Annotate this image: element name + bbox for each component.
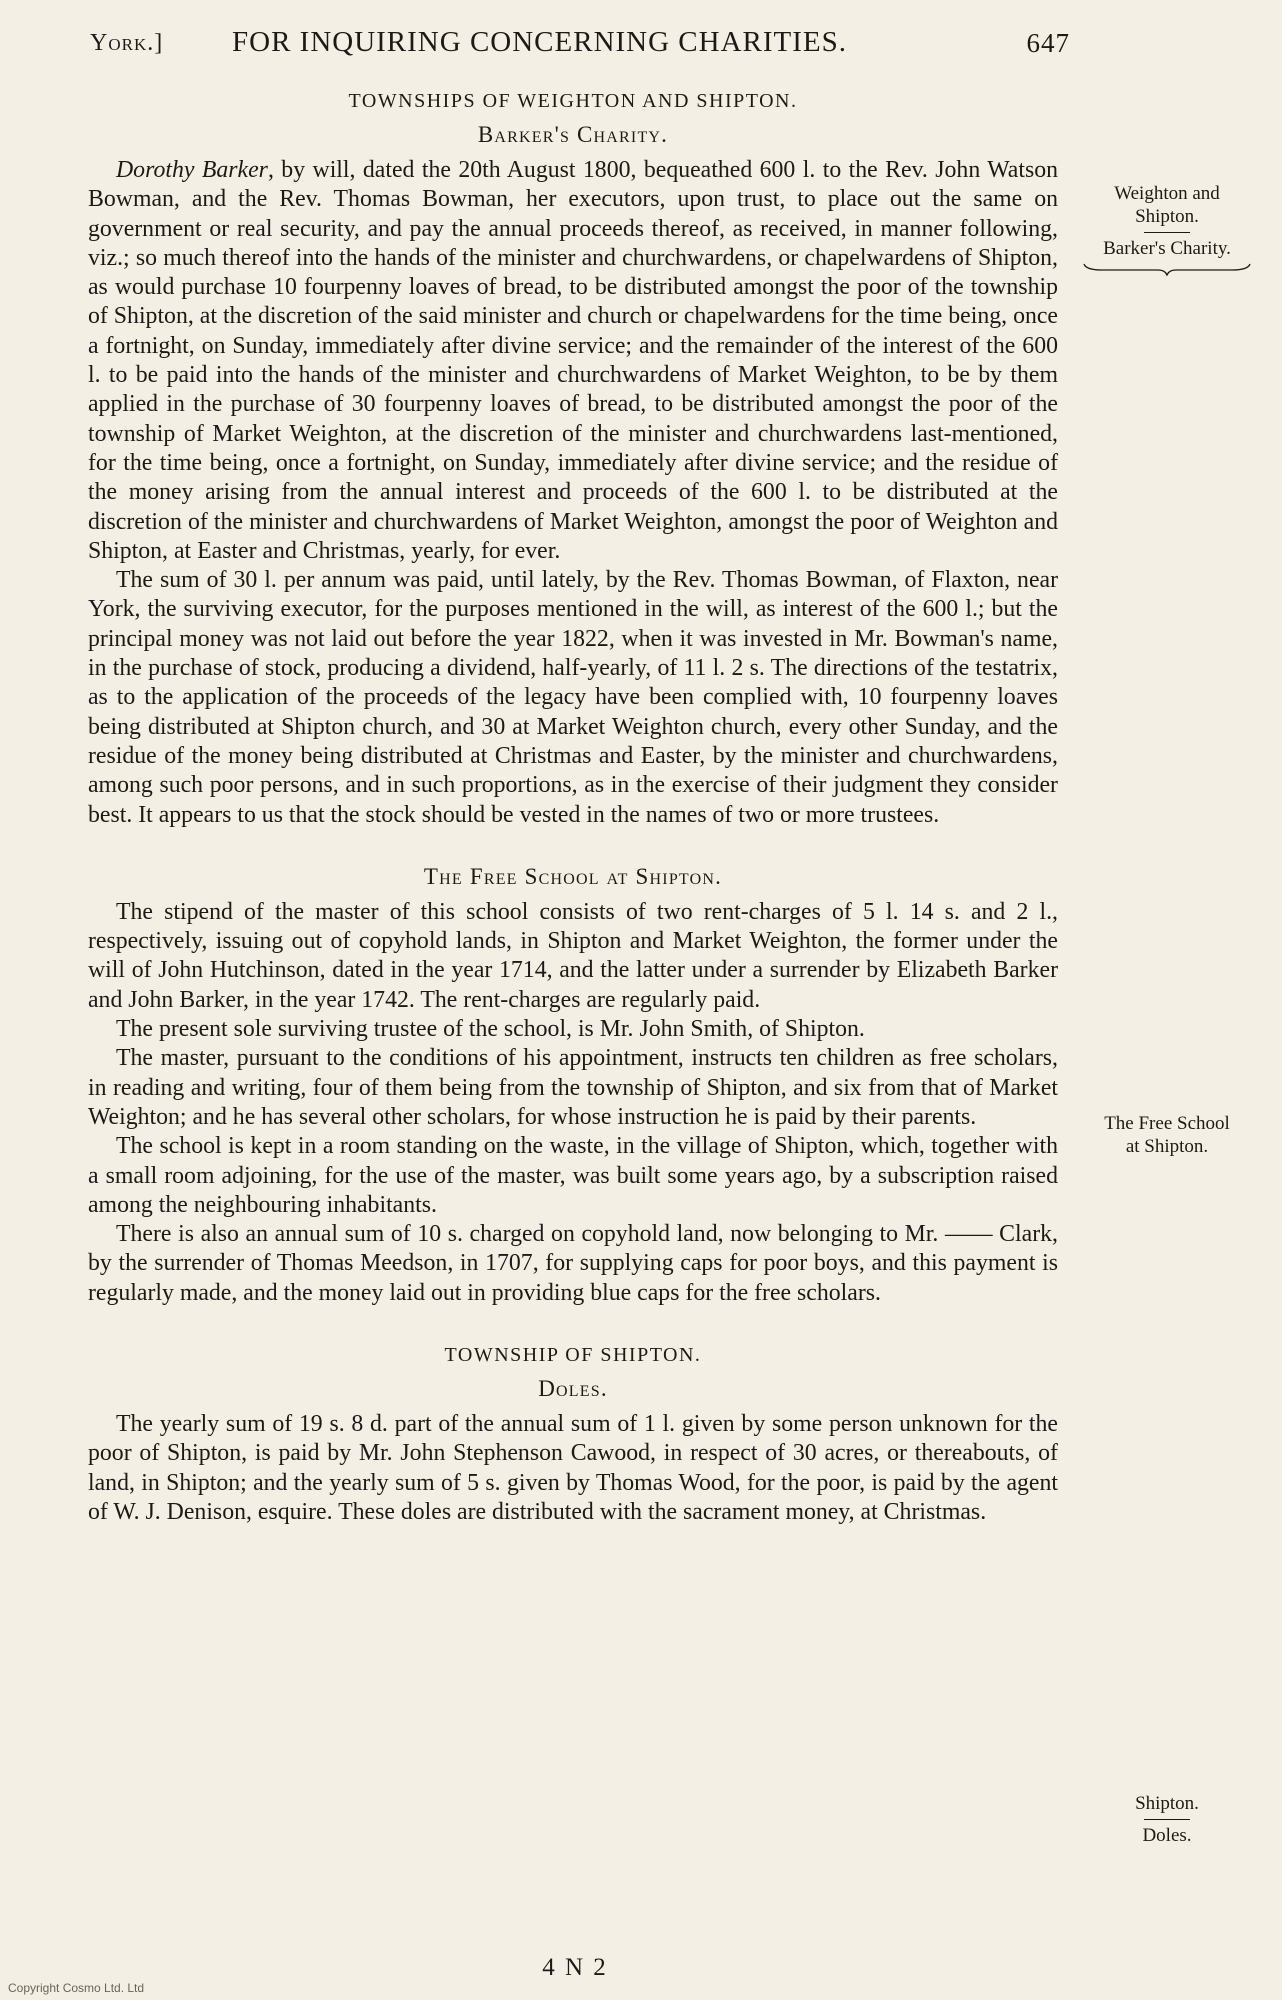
paragraph-school-caps: There is also an annual sum of 10 s. charged on copyhold land, now belonging to Mr. —— Clark, by the surrender of Thomas Meedson, in 1707, for supplying caps for poor boys, and this payment is regularly made, and the money laid out in providing blue caps for the free scholars. <box>88 1221 1058 1306</box>
section-heading-shipton: TOWNSHIP OF SHIPTON. <box>444 1343 702 1366</box>
copyright-watermark: Copyright Cosmo Ltd. Ltd <box>8 1981 145 1995</box>
margin-note-shipton-doles <box>1072 1792 1262 1847</box>
running-head <box>90 26 1070 66</box>
paragraph-doles: The yearly sum of 19 s. 8 d. part of the annual sum of 1 l. given by some person unknown for the poor of Shipton, is paid by Mr. John Stephenson Cawood, in respect of 30 acres, or thereabouts, of land, in Shipton; and the yearly sum of 5 s. given by Thomas Wood, for the poor, is paid by the agent of W. J. Denison, esquire. These doles are distributed with the sacrament money, at Christmas. <box>88 1410 1058 1525</box>
testatrix-name: Dorothy Barker <box>116 157 268 183</box>
margin-note-line: Shipton. <box>1135 206 1199 227</box>
paragraph-barker-will-text: , by will, dated the 20th August 1800, bequeathed 600 l. to the Rev. John Watson Bowman, and the Rev. Thomas Bowman, her executors, upon trust, to place out the same on government or real security, and pay the annual proceeds thereof, as received, in manner following, viz.; so much thereof into the hands of the minister and churchwardens, or chapelwardens of Shipton, as would purchase 10 fourpenny loaves of bread, to be distributed amongst the poor of the township of Shipton, at the discretion of the said minister and church or chapelwardens for the time being, once a fortnight, on Sunday, immediately after divine service; and the remainder of the interest of the 600 l. to be paid into the hands of the minister and churchwardens of Market Weighton, to be by them applied in the purchase of 30 fourpenny loaves of bread, to be distributed amongst the poor of the township of Market Weighton, at the discretion of the minister and churchwardens last-mentioned, for the time being, once a fortnight, on Sunday, immediately after divine service; and the residue of the money arising from the annual interest and proceeds of the 600 l. to be distributed at the discretion of the minister and churchwardens of Market Weighton, amongst the poor of Weighton and Shipton, at Easter and Christmas, yearly, for ever. <box>88 157 1058 564</box>
running-head-title: FOR INQUIRING CONCERNING CHARITIES. <box>232 26 847 58</box>
body-column <box>88 84 1058 1527</box>
brace-icon <box>1082 262 1252 276</box>
running-head-county: York.] <box>90 30 164 56</box>
section-heading-weighton-shipton: TOWNSHIPS OF WEIGHTON AND SHIPTON. <box>348 90 798 112</box>
margin-note-weighton-shipton <box>1072 182 1262 276</box>
margin-note-line: at Shipton. <box>1125 1136 1209 1157</box>
signature-mark: 4 N 2 <box>542 1954 608 1981</box>
margin-note-free-school <box>1072 1112 1262 1158</box>
margin-rule <box>1144 232 1190 233</box>
paragraph-school-stipend: The stipend of the master of this school consists of two rent-charges of 5 l. 14 s. and 2 l., respectively, issuing out of copyhold lands, in Shipton and Market Weighton, the former under the will of John Hutchinson, dated in the year 1714, and the latter under a surrender by Elizabeth Barker and John Barker, in the year 1742. The rent-charges are regularly paid. <box>88 898 1058 1013</box>
margin-note-line: The Free School <box>1104 1113 1230 1134</box>
subheading-free-school: The Free School at Shipton. <box>423 863 723 889</box>
subheading-doles: Doles. <box>538 1375 608 1401</box>
margin-note-line: Shipton. <box>1135 1793 1199 1814</box>
paragraph-barker-payment: The sum of 30 l. per annum was paid, until lately, by the Rev. Thomas Bowman, of Flaxton, near York, the surviving executor, for the purposes mentioned in the will, as interest of the 600 l.; but the principal money was not laid out before the year 1822, when it was invested in Mr. Bowman's name, in the purchase of stock, producing a dividend, half-yearly, of 11 l. 2 s. The directions of the testatrix, as to the application of the proceeds of the legacy have been complied with, 10 fourpenny loaves being distributed at Shipton church, and 30 at Market Weighton church, every other Sunday, and the residue of the money being distributed at Christmas and Easter, by the minister and churchwardens, among such poor persons, and in such proportions, as in the exercise of their judgment they consider best. It appears to us that the stock should be vested in the names of two or more trustees. <box>88 567 1058 828</box>
margin-note-line: Doles. <box>1142 1825 1192 1846</box>
paragraph-school-master: The master, pursuant to the conditions of his appointment, instructs ten children as free scholars, in reading and writing, four of them being from the township of Shipton, and six from that of Market Weighton; and he has several other scholars, for whose instruction he is paid by their parents. <box>88 1045 1058 1130</box>
paragraph-school-trustee: The present sole surviving trustee of the school, is Mr. John Smith, of Shipton. <box>116 1016 865 1043</box>
paragraph-school-room: The school is kept in a room standing on the waste, in the village of Shipton, which, together with a small room adjoining, for the use of the master, was built some years ago, by a subscription raised among the neighbouring inhabitants. <box>88 1133 1058 1218</box>
paragraph-barker-will <box>88 156 1058 566</box>
margin-note-line: Weighton and <box>1114 183 1220 204</box>
subheading-barkers-charity: Barker's Charity. <box>477 122 669 147</box>
margin-rule <box>1144 1819 1190 1820</box>
margin-note-line: Barker's Charity. <box>1103 238 1231 259</box>
page-number: 647 <box>1026 28 1070 58</box>
